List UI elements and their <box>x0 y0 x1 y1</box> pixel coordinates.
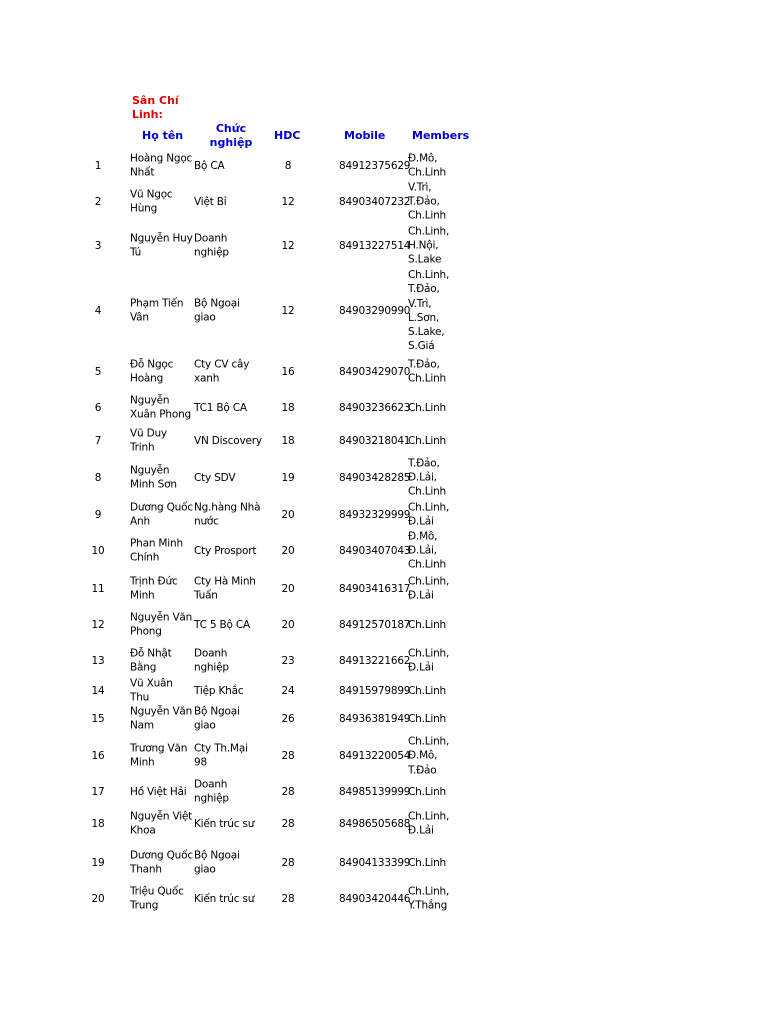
table-row <box>0 499 768 530</box>
row-hdc: 12 <box>281 304 295 317</box>
row-name: Nguyễn Văn Phong <box>130 611 193 638</box>
row-number: 5 <box>94 365 102 378</box>
row-members: Ch.Linh, Đ.Lải <box>408 810 450 837</box>
row-job: Bộ Ngoại giao <box>194 705 240 732</box>
row-number: 10 <box>91 544 105 557</box>
row-number: 11 <box>91 582 105 595</box>
row-name: Dương Quốc Thanh <box>130 849 193 876</box>
row-job: TC 5 Bộ CA <box>194 618 250 631</box>
row-name: Nguyễn Minh Sơn <box>130 464 177 491</box>
row-hdc: 8 <box>284 159 292 172</box>
table-row <box>0 606 768 643</box>
row-name: Đỗ Nhật Bằng <box>130 647 172 674</box>
row-members: Ch.Linh, Đ.Lải <box>408 647 450 674</box>
row-job: Bộ CA <box>194 159 225 172</box>
row-hdc: 20 <box>281 618 295 631</box>
row-members: Ch.Linh, Y.Thắng <box>408 885 450 912</box>
row-job: Tiệp Khắc <box>194 684 244 697</box>
row-job: Ng.hàng Nhà nước <box>194 501 261 528</box>
row-members: T.Đảo, Ch.Linh <box>408 358 447 385</box>
row-members: Ch.Linh, H.Nội, S.Lake <box>408 225 450 266</box>
header-mobile: Mobile <box>344 129 386 142</box>
row-members: Ch.Linh <box>408 712 447 725</box>
row-number: 14 <box>91 684 105 697</box>
row-number: 6 <box>94 401 102 414</box>
table-row <box>0 426 768 456</box>
row-members: Ch.Linh, Đ.Lải <box>408 501 450 528</box>
table-row <box>0 180 768 223</box>
row-members: Đ.Mô, Ch.Linh <box>408 152 447 179</box>
row-name: Triệu Quốc Trung <box>130 885 184 912</box>
row-mobile: 84915979899 <box>339 684 411 697</box>
row-number: 1 <box>94 159 102 172</box>
header-name: Họ tên <box>142 129 184 142</box>
row-members: Ch.Linh, Đ.Lải <box>408 575 450 602</box>
row-members: Ch.Linh, T.Đảo, V.Trì, L.Sơn, S.Lake, S.Giá <box>408 269 450 353</box>
row-mobile: 84903218041 <box>339 434 411 447</box>
table-row <box>0 703 768 734</box>
table-row <box>0 530 768 571</box>
row-number: 15 <box>91 712 105 725</box>
row-hdc: 28 <box>281 785 295 798</box>
row-hdc: 28 <box>281 817 295 830</box>
table-row <box>0 390 768 426</box>
table-row <box>0 778 768 806</box>
row-members: Ch.Linh <box>408 401 447 414</box>
row-job: VN Discovery <box>194 434 262 447</box>
row-name: Dương Quốc Anh <box>130 501 193 528</box>
row-hdc: 16 <box>281 365 295 378</box>
row-number: 18 <box>91 817 105 830</box>
row-job: Bộ Ngoại giao <box>194 849 240 876</box>
row-mobile: 84936381949 <box>339 712 411 725</box>
row-hdc: 24 <box>281 684 295 697</box>
row-hdc: 18 <box>281 434 295 447</box>
row-number: 9 <box>94 508 102 521</box>
row-members: Ch.Linh, Đ.Mô, T.Đảo <box>408 735 450 777</box>
row-name: Trương Văn Minh <box>130 742 188 769</box>
row-name: Hồ Việt Hải <box>130 785 187 798</box>
row-name: Trịnh Đức Minh <box>130 575 178 602</box>
row-mobile: 84903420446 <box>339 892 411 905</box>
row-number: 20 <box>91 892 105 905</box>
table-row <box>0 268 768 354</box>
row-hdc: 19 <box>281 471 295 484</box>
table-row <box>0 354 768 390</box>
row-hdc: 28 <box>281 749 295 762</box>
header-hdc: HDC <box>274 129 301 142</box>
row-mobile: 84903236623 <box>339 401 411 414</box>
row-number: 13 <box>91 654 105 667</box>
row-hdc: 20 <box>281 544 295 557</box>
row-name: Phan Minh Chính <box>130 537 183 564</box>
row-mobile: 84913220054 <box>339 749 411 762</box>
row-mobile: 84913221662 <box>339 654 411 667</box>
sheet-title: Sân Chí Linh: <box>132 94 179 121</box>
row-mobile: 84986505688 <box>339 817 411 830</box>
row-mobile: 84913227514 <box>339 239 411 252</box>
row-members: Ch.Linh <box>408 684 447 697</box>
row-mobile: 84912570187 <box>339 618 411 631</box>
row-number: 7 <box>94 434 102 447</box>
row-name: Đỗ Ngọc Hoàng <box>130 358 174 385</box>
row-mobile: 84903429070 <box>339 365 411 378</box>
row-hdc: 23 <box>281 654 295 667</box>
table-row <box>0 678 768 703</box>
row-job: Doanh nghiệp <box>194 232 229 259</box>
row-name: Phạm Tiến Vân <box>130 297 184 324</box>
row-mobile: 84912375629 <box>339 159 411 172</box>
header-members: Members <box>412 129 470 142</box>
row-mobile: 84903407232 <box>339 195 411 208</box>
row-members: V.Trì, T.Đảo, Ch.Linh <box>408 181 447 222</box>
row-members: Ch.Linh <box>408 856 447 869</box>
row-job: Bộ Ngoại giao <box>194 297 240 324</box>
row-number: 2 <box>94 195 102 208</box>
table-row <box>0 571 768 606</box>
row-members: T.Đảo, Đ.Lải, Ch.Linh <box>408 457 447 498</box>
row-hdc: 18 <box>281 401 295 414</box>
row-job: Cty Prosport <box>194 544 257 557</box>
row-mobile: 84903428285 <box>339 471 411 484</box>
row-number: 16 <box>91 749 105 762</box>
row-job: Cty CV cây xanh <box>194 358 250 385</box>
row-mobile: 84985139999 <box>339 785 411 798</box>
row-name: Nguyễn Huy Tú <box>130 232 193 259</box>
row-members: Ch.Linh <box>408 785 447 798</box>
table-row <box>0 883 768 915</box>
row-name: Nguyễn Văn Nam <box>130 705 193 732</box>
row-name: Nguyễn Việt Khoa <box>130 810 193 837</box>
row-name: Hoàng Ngọc Nhất <box>130 152 193 179</box>
row-members: Ch.Linh <box>408 618 447 631</box>
table-row <box>0 456 768 499</box>
row-mobile: 84903407043 <box>339 544 411 557</box>
row-name: Nguyễn Xuân Phong <box>130 394 192 421</box>
row-number: 19 <box>91 856 105 869</box>
row-hdc: 20 <box>281 508 295 521</box>
table-row <box>0 223 768 268</box>
table-row <box>0 842 768 883</box>
row-hdc: 12 <box>281 239 295 252</box>
row-mobile: 84903416317 <box>339 582 411 595</box>
header-job: Chức nghiệp <box>209 122 253 149</box>
row-name: Vũ Duy Trinh <box>130 427 167 454</box>
row-job: Cty Hà Minh Tuấn <box>194 575 256 602</box>
row-mobile: 84932329999 <box>339 508 411 521</box>
row-name: Vũ Ngọc Hùng <box>130 188 173 215</box>
row-hdc: 28 <box>281 856 295 869</box>
row-members: Đ.Mô, Đ.Lải, Ch.Linh <box>408 530 447 571</box>
row-job: TC1 Bộ CA <box>194 401 247 414</box>
row-hdc: 26 <box>281 712 295 725</box>
table-row <box>0 151 768 180</box>
row-job: Việt Bỉ <box>194 195 227 208</box>
row-name: Vũ Xuân Thu <box>130 677 173 704</box>
row-mobile: 84903290990 <box>339 304 411 317</box>
row-number: 12 <box>91 618 105 631</box>
row-job: Doanh nghiệp <box>194 647 229 674</box>
row-members: Ch.Linh <box>408 434 447 447</box>
row-job: Doanh nghiệp <box>194 778 229 805</box>
row-number: 4 <box>94 304 102 317</box>
row-mobile: 84904133399 <box>339 856 411 869</box>
row-number: 8 <box>94 471 102 484</box>
table-row <box>0 643 768 678</box>
row-hdc: 20 <box>281 582 295 595</box>
row-number: 3 <box>94 239 102 252</box>
row-job: Kiến trúc sư <box>194 892 255 905</box>
row-number: 17 <box>91 785 105 798</box>
table-row <box>0 734 768 778</box>
row-job: Kiến trúc sư <box>194 817 255 830</box>
row-job: Cty SDV <box>194 471 236 484</box>
row-job: Cty Th.Mại 98 <box>194 742 248 769</box>
row-hdc: 12 <box>281 195 295 208</box>
row-hdc: 28 <box>281 892 295 905</box>
table-row <box>0 806 768 842</box>
